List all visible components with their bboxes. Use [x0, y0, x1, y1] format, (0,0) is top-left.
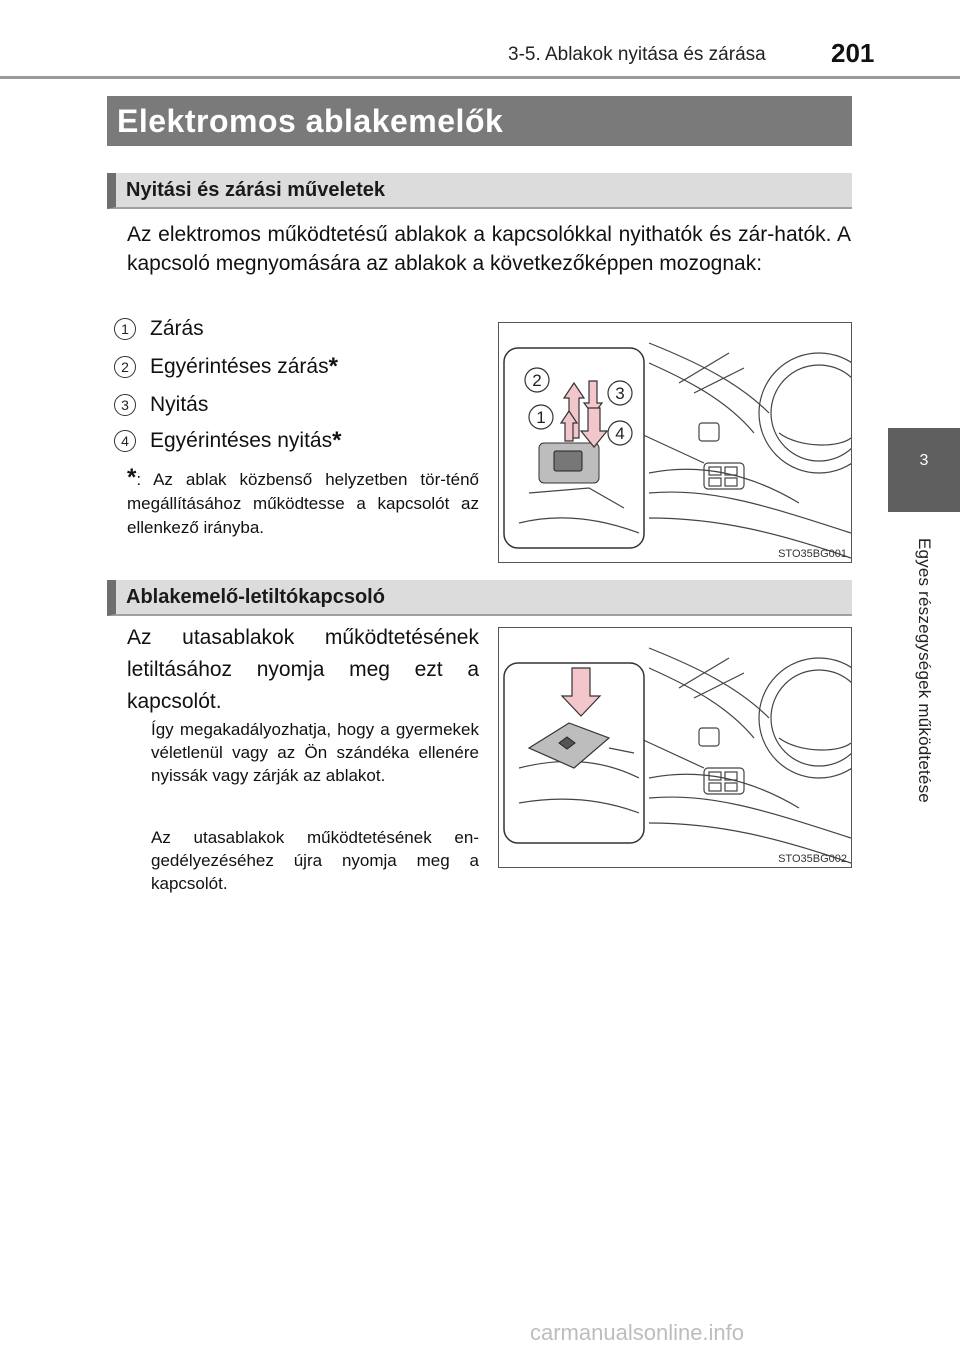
item-label: Nyitás — [150, 393, 209, 416]
section2-text: Az utasablakok működtetésének letiltásához nyomja meg ezt a kapcsolót. — [127, 626, 479, 713]
section2-title: Ablakemelő-letiltókapcsoló — [107, 580, 852, 616]
item-label: Egyérintéses zárás — [150, 355, 329, 378]
window-switch-illustration — [499, 323, 851, 562]
header-rule — [0, 76, 960, 79]
list-item: 2 Egyérintéses zárás * — [114, 355, 338, 379]
footnote — [127, 466, 479, 540]
item-number-badge: 2 — [114, 356, 136, 378]
page-number: 201 — [831, 38, 875, 68]
list-item — [114, 317, 204, 341]
watermark: carmanualsonline.info — [530, 1320, 745, 1345]
item-label: Egyérintéses nyitás — [150, 429, 333, 452]
figure-code: STO35BG001 — [778, 548, 847, 560]
item-number-badge: 1 — [114, 318, 136, 340]
figure-lock-switch — [498, 627, 852, 868]
figure-code: STO35BG002 — [778, 853, 847, 865]
callout-4: 4 — [615, 424, 625, 443]
chapter-tab — [888, 512, 960, 828]
section2-note-2: Az utasablakok működtetésének en-gedélyezéséhez újra nyomja meg a kapcsolót. — [151, 828, 479, 893]
section2-note-1: Így megakadályozhatja, hogy a gyermekek véletlenül vagy az Ön szándéka ellenére nyissák vagy zárják az ablakot. — [151, 720, 479, 785]
callout-2: 2 — [532, 371, 542, 390]
figure-window-switch — [498, 322, 852, 563]
lock-switch-illustration — [499, 628, 851, 867]
main-title: Elektromos ablakemelők — [107, 96, 852, 146]
footnote-star: * — [127, 464, 137, 491]
header-section-title: 3-5. Ablakok nyitása és zárása — [508, 44, 766, 65]
item-number-badge: 3 — [114, 394, 136, 416]
item-label: Zárás — [150, 317, 204, 340]
section1-intro: Az elektromos működtetésű ablakok a kapcsolókkal nyithatók és zár-hatók. A kapcsoló megnyomására az ablakok a következőképpen mozognak: — [127, 223, 851, 275]
list-item — [114, 393, 208, 417]
item-number-badge: 4 — [114, 430, 136, 452]
callout-3: 3 — [615, 384, 625, 403]
list-item: 4 Egyérintéses nyitás * — [114, 429, 341, 453]
footnote-text: : Az ablak közbenső helyzetben tör-ténő megállításához működtesse a kapcsolót az ellenkező irányba. — [127, 470, 479, 537]
chapter-tab-number: 3 — [888, 428, 960, 512]
section1-title: Nyitási és zárási műveletek — [107, 173, 852, 209]
chapter-tab-title: Egyes részegységek működtetése — [915, 537, 934, 803]
callout-1: 1 — [536, 408, 546, 427]
